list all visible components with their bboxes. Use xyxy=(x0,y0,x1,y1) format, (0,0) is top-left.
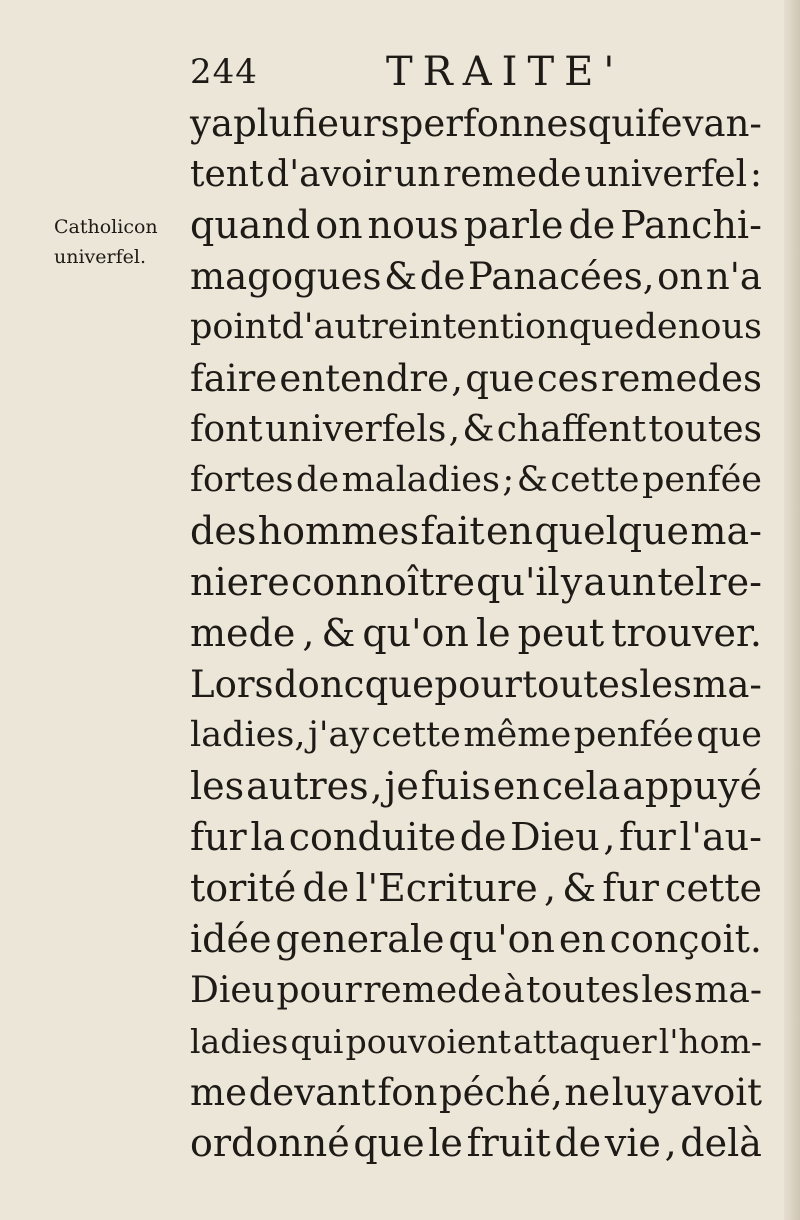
body-text xyxy=(190,98,762,1169)
text-line: Lors donc que pour toutes les ma- xyxy=(190,663,762,706)
margin-note-line: Catholicon xyxy=(54,216,158,238)
text-line: ladies qui pouvoient attaquer l'hom- xyxy=(190,1022,762,1061)
text-line: torité de l'Ecriture , & fur cette xyxy=(190,866,762,910)
text-line: faire entendre , que ces remedes xyxy=(190,357,762,400)
running-head: TRAITE' xyxy=(386,49,625,95)
text-line: me devant fon péché, ne luy avoit xyxy=(190,1071,762,1114)
text-line: font univerfels , & chaffent toutes xyxy=(190,409,762,450)
margin-note xyxy=(54,212,184,272)
text-line: Dieu pour remede à toutes les ma- xyxy=(190,970,762,1011)
text-line: quand on nous parle de Panchi- xyxy=(190,203,762,247)
text-line: mede , & qu'on le peut trouver. xyxy=(190,611,762,655)
text-line: y a plufieurs perfonnes qui fe van- xyxy=(190,102,762,145)
text-line: ladies, j'ay cette même penfée que xyxy=(190,715,762,755)
text-line: des hommes fait en quelque ma- xyxy=(190,509,762,553)
text-line: ordonné que le fruit de vie , delà xyxy=(190,1121,762,1165)
page-header xyxy=(190,44,750,100)
text-line: les autres , je fuis en cela appuyé xyxy=(190,764,762,808)
margin-note-line: univerfel. xyxy=(54,246,147,268)
text-line: point d'autre intention que de nous xyxy=(190,307,762,347)
text-line: magogues & de Panacées, on n'a xyxy=(190,255,762,298)
page-number: 244 xyxy=(190,52,258,92)
text-line: fortes de maladies ; & cette penfée xyxy=(190,460,762,500)
text-line: fur la conduite de Dieu , fur l'au- xyxy=(190,815,762,859)
text-line: tent d'avoir un remede univerfel : xyxy=(190,154,762,195)
text-line: niere connoître qu'il y a un tel re- xyxy=(190,560,762,604)
page-gutter-shadow xyxy=(784,0,800,1220)
text-line: idée generale qu'on en conçoit. xyxy=(190,917,762,961)
